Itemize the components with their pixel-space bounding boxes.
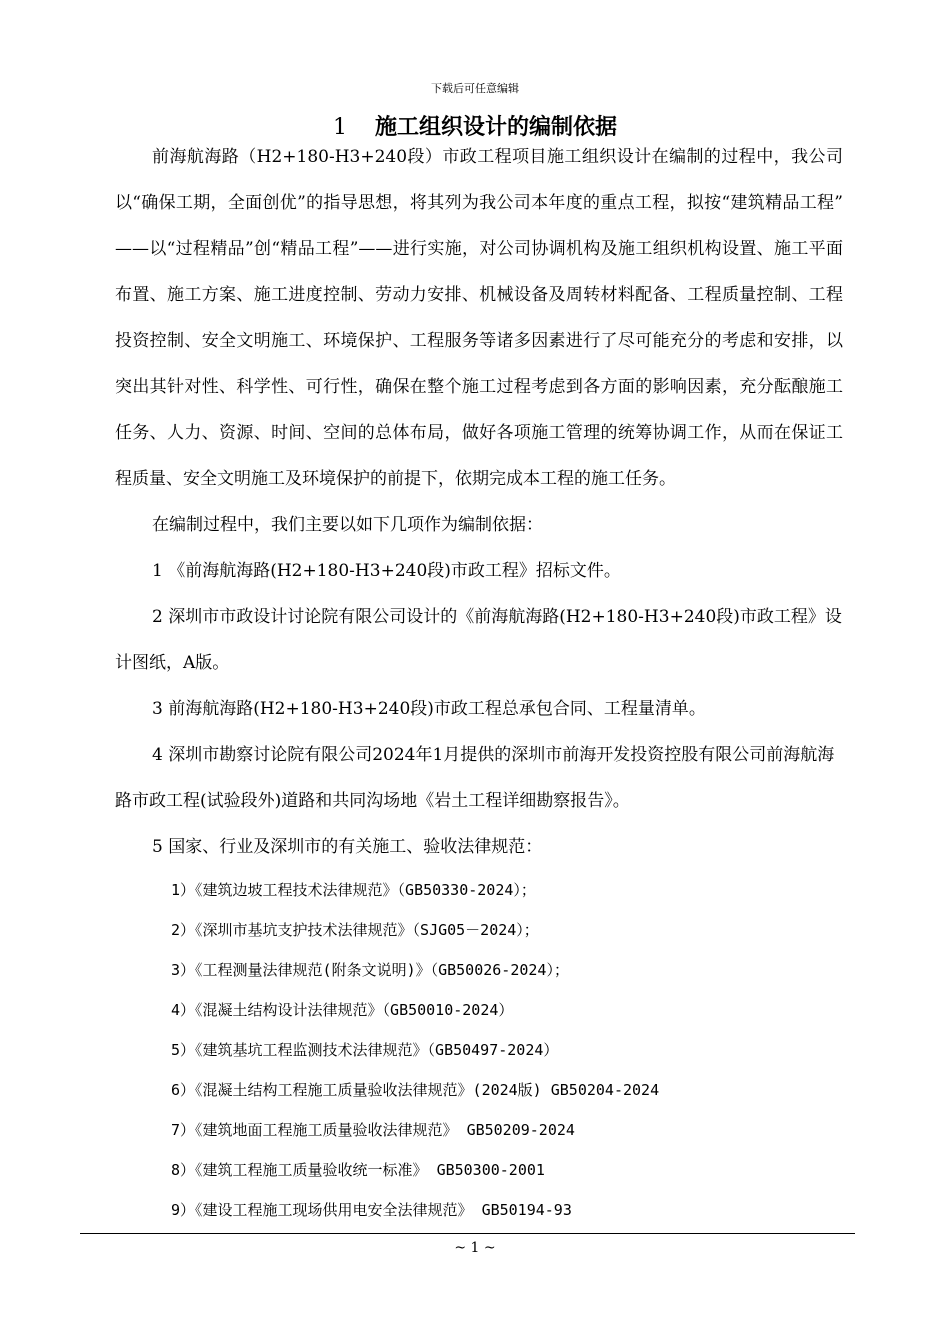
standard-item: 2）《深圳市基坑支护技术法律规范》（SJG05－2024）； — [171, 921, 539, 939]
basis-item-1: 1 《前海航海路(H2+180-H3+240段)市政工程》招标文件。 — [152, 561, 621, 581]
basis-item-4: 4 深圳市勘察讨论院有限公司2024年1月提供的深圳市前海开发投资控股有限公司前海航海路市政工程(试验段外)道路和共同沟场地《岩土工程详细勘察报告》。 — [115, 745, 835, 811]
basis-intro: 在编制过程中，我们主要以如下几项作为编制依据： — [152, 515, 543, 535]
basis-item-5: 5 国家、行业及深圳市的有关施工、验收法律规范： — [152, 837, 543, 857]
standard-item: 1）《建筑边坡工程技术法律规范》（GB50330-2024）； — [171, 881, 536, 899]
standard-item: 3）《工程测量法律规范(附条文说明)》（GB50026-2024）； — [171, 961, 569, 979]
document-body — [115, 134, 843, 1230]
standard-item: 6）《混凝土结构工程施工质量验收法律规范》(2024版) GB50204-2024 — [171, 1081, 660, 1099]
standards-list — [115, 870, 843, 1230]
basis-item-3: 3 前海航海路(H2+180-H3+240段)市政工程总承包合同、工程量清单。 — [152, 699, 706, 719]
intro-paragraph: 前海航海路（H2+180-H3+240段）市政工程项目施工组织设计在编制的过程中，我公司以“确保工期，全面创优”的指导思想，将其列为我公司本年度的重点工程，拟按“建筑精品工程” ——以“过程精品”创“精品工程”——进行实施，对公司协调机构及施工组织机构设置、施工平面布置、施工方案、施工进度控制、劳动力安排、机械设备及周转材料配备、工程质量控制、工程投资控制、安全文明施工、环境保护、工程服务等诸多因素进行了尽可能充分的考虑和安排，以突出其针对性、科学性、可行性，确保在整个施工过程考虑到各方面的影响因素，充分酝酿施工任务、人力、资源、时间、空间的总体布局，做好各项施工管理的统筹协调工作，从而在保证工程质量、安全文明施工及环境保护的前提下，依期完成本工程的施工任务。 — [115, 147, 843, 489]
header-note: 下载后可任意编辑 — [431, 82, 519, 95]
basis-item-2: 2 深圳市市政设计讨论院有限公司设计的《前海航海路(H2+180-H3+240段)市政工程》设计图纸，A版。 — [115, 607, 842, 673]
section-number: 1 — [332, 115, 347, 140]
page-number: ~ 1 ~ — [454, 1240, 496, 1256]
standard-item: 8）《建筑工程施工质量验收统一标准》 GB50300-2001 — [171, 1161, 545, 1179]
standard-item: 5）《建筑基坑工程监测技术法律规范》（GB50497-2024） — [171, 1041, 559, 1059]
standard-item: 9）《建设工程施工现场供用电安全法律规范》 GB50194-93 — [171, 1201, 572, 1219]
standard-item: 7）《建筑地面工程施工质量验收法律规范》 GB50209-2024 — [171, 1121, 575, 1139]
footer-divider — [80, 1233, 855, 1234]
standard-item: 4）《混凝土结构设计法律规范》（GB50010-2024） — [171, 1001, 514, 1019]
section-title-text: 施工组织设计的编制依据 — [374, 114, 617, 140]
